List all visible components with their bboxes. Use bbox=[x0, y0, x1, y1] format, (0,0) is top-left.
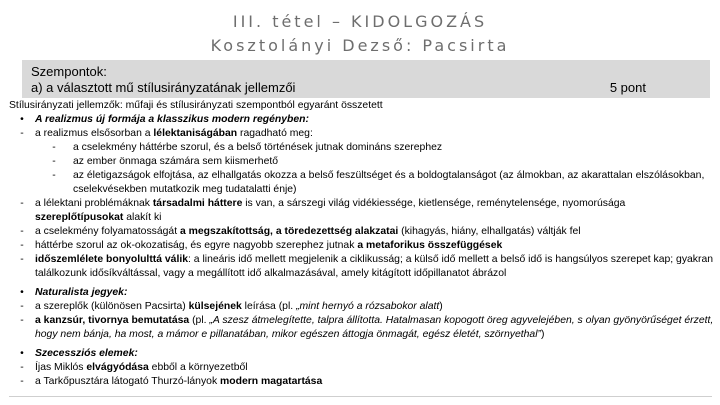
sub-list-item: - a cselekmény háttérbe szorul, és a belső történések jutnak domináns szerephez bbox=[9, 141, 714, 155]
list-item: - időszemlélete bonyolulttá válik: a lineáris idő mellett megjelenik a ciklikusság; a külső idő mellett a belső idő is hangsúlyos szerepet kap; gyakran találkozunk idősíkváltással, vagy a megállított idő alkalmazásával, amely kitágított időpillanatot ábrázol bbox=[9, 253, 714, 281]
list-item: - háttérbe szorul az ok-okozatiság, és egyre nagyobb szerephez jutnak a metaforikus összefüggések bbox=[9, 239, 714, 253]
dash-marker: - bbox=[20, 301, 24, 312]
dash-marker: - bbox=[20, 198, 24, 209]
criteria-heading: Szempontok: bbox=[31, 64, 107, 79]
bottom-rule bbox=[9, 396, 712, 397]
bullet-naturalism-text: Naturalista jegyek: bbox=[35, 287, 128, 298]
bullet-realism bbox=[9, 113, 714, 127]
dash-marker: - bbox=[20, 254, 24, 265]
slide-title-line2: Kosztolányi Dezső: Pacsirta bbox=[210, 36, 510, 55]
bullet-realism-text: A realizmus új formája a klasszikus modern regényben: bbox=[35, 114, 309, 125]
dash-marker: - bbox=[20, 315, 24, 326]
dash-marker: - bbox=[52, 170, 56, 181]
bullet-marker: • bbox=[20, 287, 24, 298]
intro-text: Stílusirányzati jellemzők: műfaji és stílusirányzati szempontból egyaránt összetett bbox=[9, 100, 383, 111]
dash-marker: - bbox=[20, 376, 24, 387]
list-item: - Íjas Miklós elvágyódása ebből a környezetből bbox=[9, 361, 714, 375]
dash-marker: - bbox=[20, 128, 24, 139]
list-item: - a cselekmény folyamatosságát a megszakítottság, a töredezettség alakzatai (kihagyás, hiány, elhallgatás) váltják fel bbox=[9, 225, 714, 239]
points-label: 5 pont bbox=[609, 80, 646, 95]
bullet-marker: • bbox=[20, 114, 24, 125]
sub-list-item: - az életigazságok elfojtása, az elhallgatás okozza a belső feszültséget és a boldogtalanságot (az álmokban, az akarattalan elszólásokban, cselekvésekben mutatkozik meg tudatalatti énje) bbox=[9, 169, 714, 197]
bullet-secession bbox=[9, 347, 714, 361]
bullet-marker: • bbox=[20, 348, 24, 359]
dash-marker: - bbox=[20, 240, 24, 251]
dash-marker: - bbox=[20, 226, 24, 237]
dash-marker: - bbox=[52, 142, 56, 153]
list-item: - a szereplők (különösen Pacsirta) külsejének leírása (pl. „mint hernyó a rózsabokor alatt) bbox=[9, 300, 714, 314]
bullet-secession-text: Szecessziós elemek: bbox=[35, 348, 138, 359]
dash-marker: - bbox=[52, 156, 56, 167]
list-item: - a kanzsúr, tivornya bemutatása (pl. „A szesz átmelegítette, talpra állította. Hatalmasan kopogott öreg agyvelejében, s olyan gyönyörűséget érzett, hogy nem bánja, ha most, a mámor e pillanatában, mikor egészen áttogja önmagát, egész életét, szörnyethal”) bbox=[9, 314, 714, 342]
list-item: - a lélektani problémáknak társadalmi háttere is van, a sárszegi világ vidékiessége, kietlensége, reménytelensége, nyomorúsága szereplőtípusokat alakít ki bbox=[9, 197, 714, 225]
dash-marker: - bbox=[20, 362, 24, 373]
list-item: - a Tarkőpusztára látogató Thurzó-lányok modern magatartása bbox=[9, 375, 714, 389]
list-item: - a realizmus elsősorban a lélektaniságában ragadható meg: bbox=[9, 127, 714, 141]
slide-title-line1: III. tétel – KIDOLGOZÁS bbox=[232, 12, 488, 31]
intro-line bbox=[9, 99, 714, 113]
criteria-item-a: a) a választott mű stílusirányzatának jellemzői bbox=[31, 80, 296, 95]
bullet-naturalism bbox=[9, 286, 714, 300]
sub-list-item: - az ember önmaga számára sem kiismerhető bbox=[9, 155, 714, 169]
slide-body bbox=[9, 99, 714, 389]
